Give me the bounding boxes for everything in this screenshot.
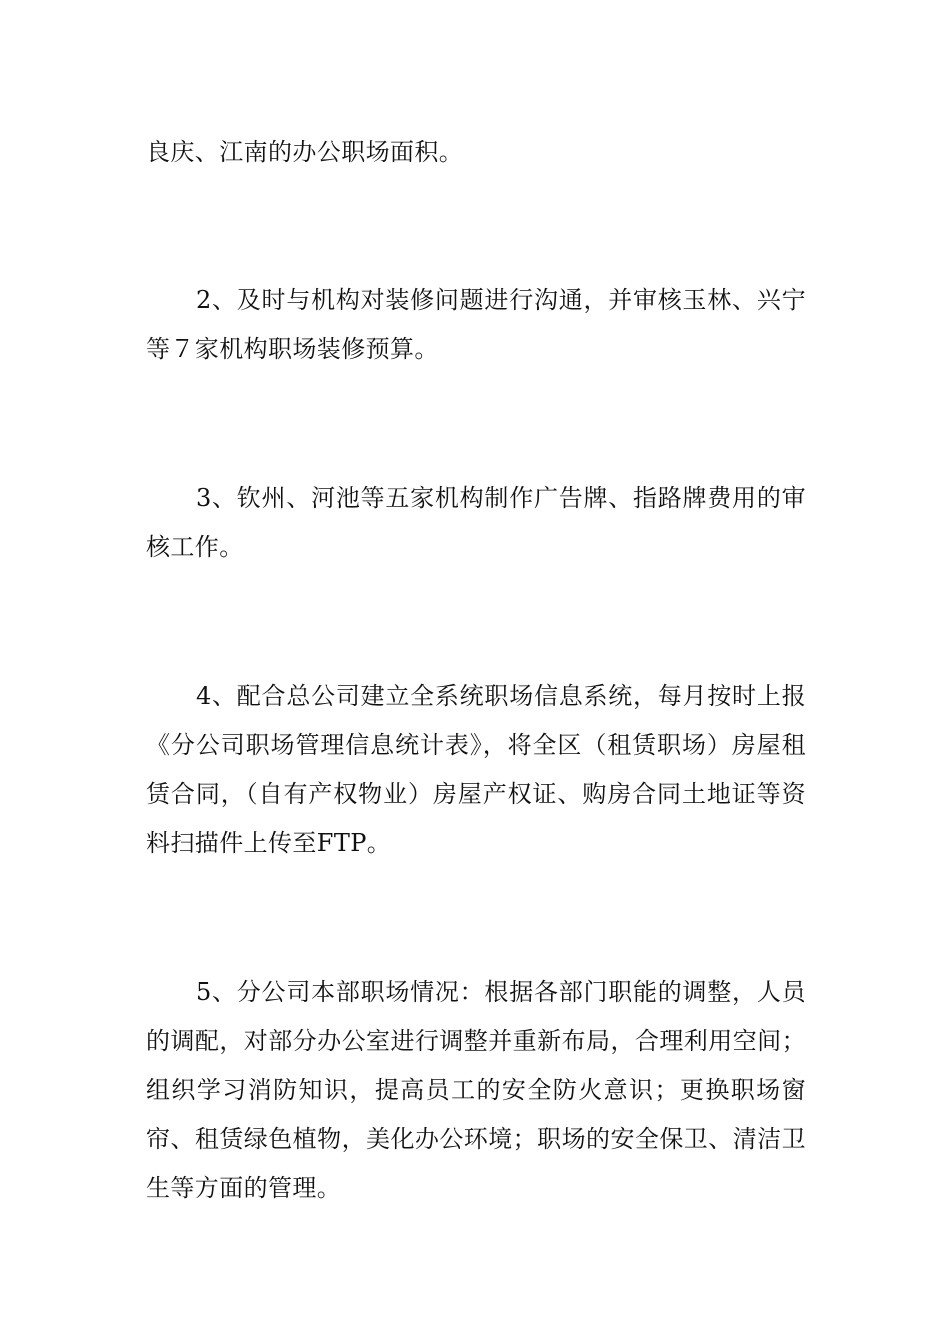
paragraph-item-3: 3、钦州、河池等五家机构制作广告牌、指路牌费用的审核工作。: [146, 484, 806, 561]
paragraph-item-2: 2、及时与机构对装修问题进行沟通，并审核玉林、兴宁等７家机构职场装修预算。: [146, 286, 806, 363]
paragraph-item-4: 4、配合总公司建立全系统职场信息系统，每月按时上报《分公司职场管理信息统计表》，将全区（租赁职场）房屋租赁合同，（自有产权物业）房屋产权证、购房合同土地证等资料扫描件上传至FTP。: [146, 682, 806, 857]
paragraph-continuation: 良庆、江南的办公职场面积。: [146, 138, 464, 166]
paragraph-item-5: 5、分公司本部职场情况：根据各部门职能的调整，人员的调配，对部分办公室进行调整并重新布局，合理利用空间；组织学习消防知识，提高员工的安全防火意识；更换职场窗帘、租赁绿色植物，美化办公环境；职场的安全保卫、清洁卫生等方面的管理。: [146, 978, 806, 1202]
